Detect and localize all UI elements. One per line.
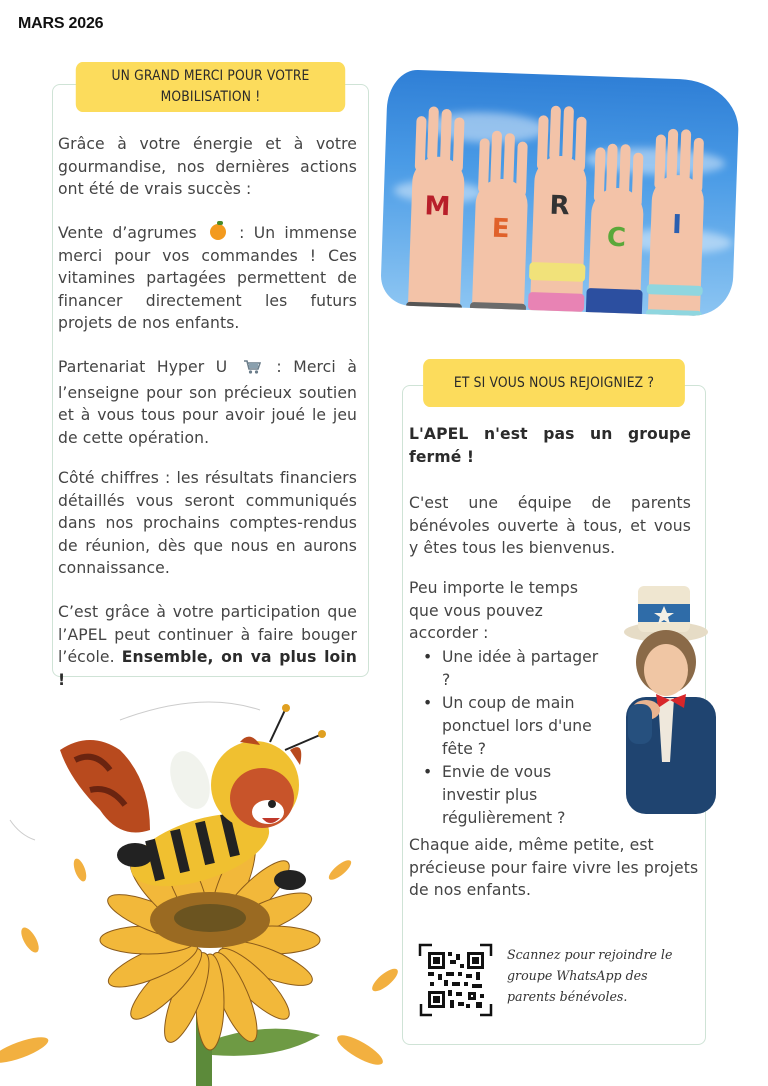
red-panda-bee-sunflower-illustration — [0, 690, 400, 1086]
hand-letter-r: R — [530, 155, 588, 317]
hand-letter-c: C — [588, 187, 645, 317]
closing-text: C’est grâce à votre participation que l’APEL peut continuer à faire bouger l’école. — [58, 603, 357, 666]
merci-hands-photo — [380, 69, 740, 317]
uncle-sam-kid-illustration — [606, 582, 730, 814]
join-time-intro: Peu importe le temps que vous pouvez accorder : — [409, 579, 579, 642]
newsletter-date: MARS 2026 — [18, 15, 104, 32]
bullet-help: • Un coup de main ponctuel lors d'une fête ? — [409, 692, 609, 761]
hyperu-paragraph — [58, 356, 357, 449]
hand-letter-i: I — [647, 174, 704, 317]
thanks-title-line2: MOBILISATION ! — [160, 89, 261, 105]
agrumes-text: : Un immense merci pour vos commandes ! Ces vitamines partagées permettent de financer directement les futurs projets de nos enfants. — [58, 224, 357, 332]
thanks-title-line1: UN GRAND MERCI POUR VOTRE — [111, 68, 310, 84]
hyperu-text: : Merci à l’enseigne pour son précieux soutien et à vous tous pour avoir joué le jeu de cette opération. — [58, 358, 357, 447]
closing-paragraph — [58, 601, 357, 691]
hand-letter-m: M — [408, 156, 466, 317]
whatsapp-qr-code[interactable] — [418, 942, 494, 1018]
join-help: Chaque aide, même petite, est précieuse pour faire vivre les projets de nos enfants. — [409, 836, 699, 899]
join-card-title: ET SI VOUS NOUS REJOIGNIEZ ? — [423, 359, 685, 407]
thanks-intro: Grâce à votre énergie et à votre gourmandise, nos dernières actions ont été de vrais succès : — [58, 135, 357, 198]
join-team: C'est une équipe de parents bénévoles ouverte à tous, et vous y êtes tous les bienvenus. — [409, 494, 691, 557]
chiffres-paragraph: Côté chiffres : les résultats financiers détaillés vous seront communiqués dans nos prochains comptes-rendus de réunion, dès que nous en aurons connaissance. — [58, 469, 357, 577]
qr-caption: Scannez pour rejoindre le groupe WhatsApp des parents bénévoles. — [507, 947, 673, 1004]
agrumes-paragraph — [58, 222, 357, 335]
shopping-cart-icon — [243, 359, 261, 382]
thanks-card-title — [76, 62, 345, 112]
orange-icon — [210, 224, 226, 240]
closing-bold: Ensemble, on va plus loin ! — [58, 648, 357, 689]
bullet-regular: • Envie de vous investir plus régulièrement ? — [409, 761, 609, 830]
join-lead: L'APEL n'est pas un groupe fermé ! — [409, 425, 691, 466]
join-bullet-list — [409, 646, 609, 830]
agrumes-label: Vente d’agrumes — [58, 224, 197, 242]
hyperu-label: Partenariat Hyper U — [58, 358, 228, 376]
bullet-idea: • Une idée à partager ? — [409, 646, 609, 692]
hand-letter-e: E — [472, 178, 529, 317]
